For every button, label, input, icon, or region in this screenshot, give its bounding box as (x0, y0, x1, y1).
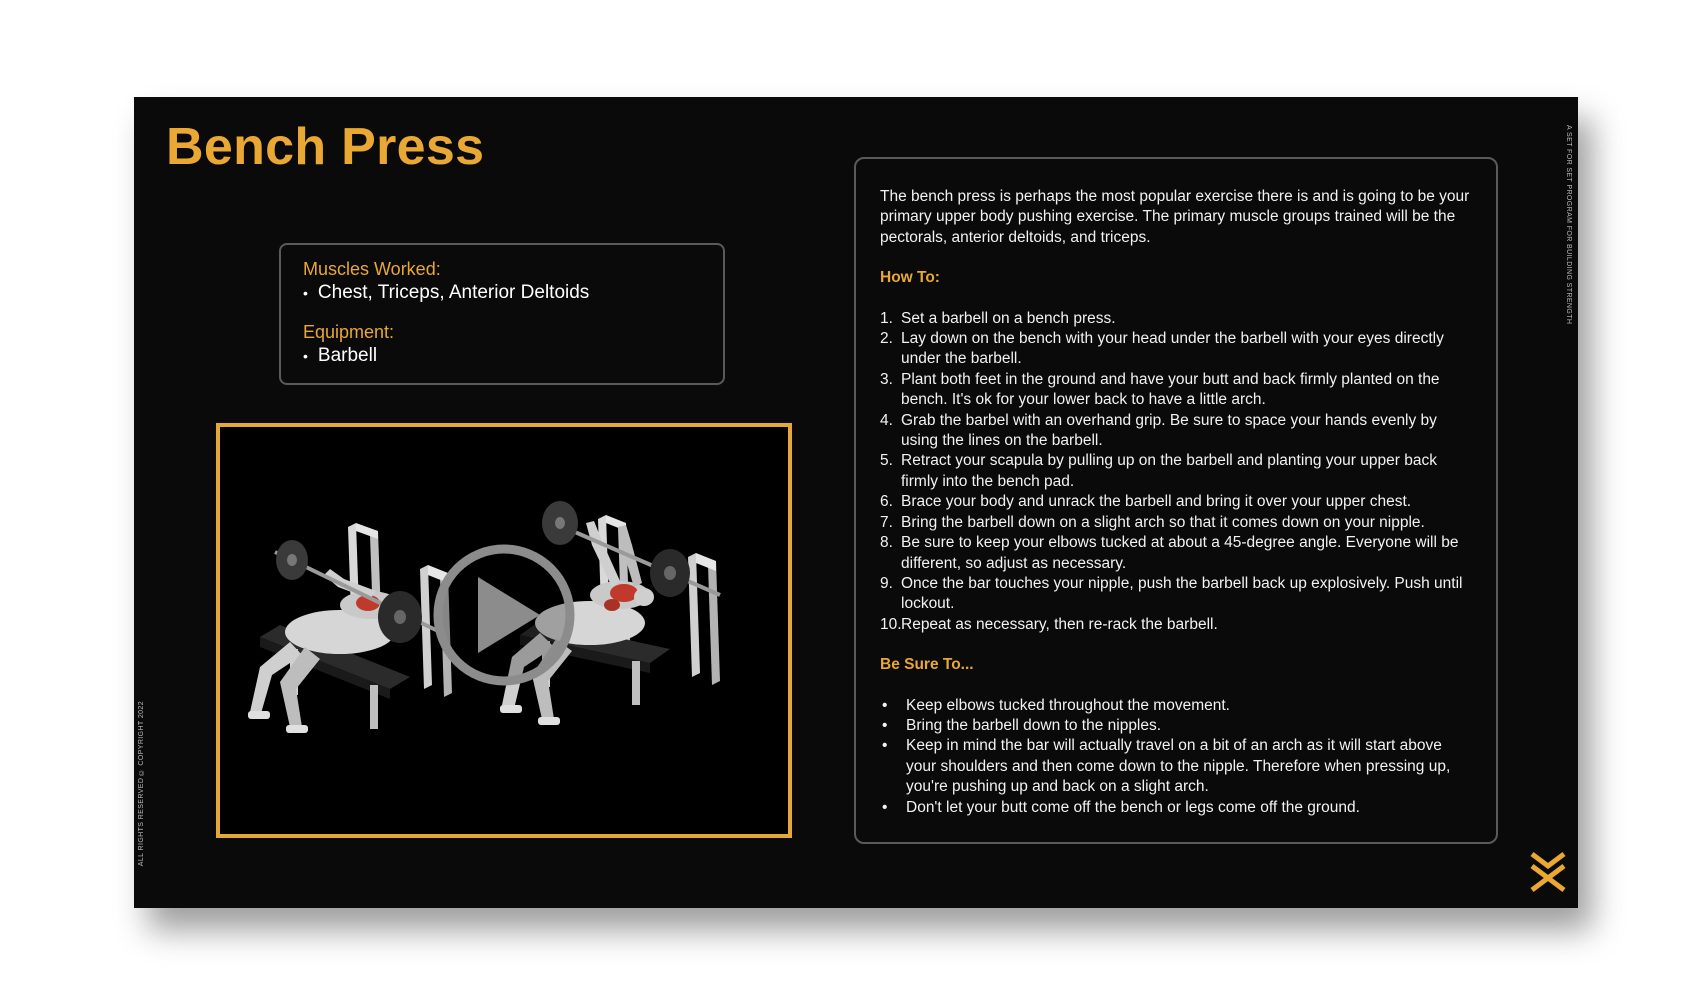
bullet-icon: • (882, 716, 888, 734)
copyright-text: ALL RIGHTS RESERVED © COPYRIGHT 2022 (138, 700, 145, 866)
muscles-list (303, 282, 701, 304)
equipment-label: Equipment: (303, 322, 395, 342)
description-panel (854, 157, 1498, 844)
list-item: 1. Set a barbell on a bench press. (880, 309, 1116, 327)
list-item: 4. Grab the barbel with an overhand grip. Be sure to space your hands evenly by using the lines on the barbell. (880, 411, 1437, 450)
brand-logo-icon (1528, 850, 1568, 894)
left-bench-figure (248, 523, 452, 733)
list-item: 2. Lay down on the bench with your head under the barbell with your eyes directly under the barbell. (880, 330, 1444, 368)
list-item: • Don't let your butt come off the bench or legs come off the ground. (880, 798, 1472, 818)
equipment-list (303, 345, 701, 367)
list-item: • Keep elbows tucked throughout the movement. (880, 696, 1472, 716)
be-sure-heading: Be Sure To... (880, 656, 974, 674)
bullet-icon: • (882, 696, 888, 714)
steps-list (880, 309, 1472, 636)
list-item: 5. Retract your scapula by pulling up on the barbell and planting your upper back firmly into the bench pad. (880, 452, 1437, 490)
tips-list (880, 696, 1472, 818)
side-caption-top: A SET FOR SET PROGRAM FOR BUILDING STRENGTH (1565, 125, 1572, 325)
play-icon[interactable] (438, 549, 570, 681)
list-item: 7. Bring the barbell down on a slight arch so that it comes down on your nipple. (880, 513, 1425, 531)
exercise-page (134, 97, 1578, 908)
video-player[interactable] (216, 423, 792, 838)
page-title: Bench Press (166, 118, 485, 176)
info-box (279, 243, 725, 385)
list-item: 3. Plant both feet in the ground and have your butt and back firmly planted on the bench. It's ok for your lower back to have a little arch. (880, 370, 1440, 409)
bench-press-illustration (220, 427, 788, 834)
bullet-icon: • (882, 737, 888, 755)
bullet-icon: • (303, 285, 308, 301)
list-item: 9. Once the bar touches your nipple, push the barbell back up explosively. Push until lockout. (880, 574, 1463, 613)
muscles-label: Muscles Worked: (303, 259, 441, 279)
intro-text: The bench press is perhaps the most popular exercise there is and is going to be your primary upper body pushing exercise. The primary muscle groups trained will be the pectorals, anterior deltoids, and triceps. (880, 188, 1470, 246)
how-to-heading: How To: (880, 269, 940, 287)
list-item: • Chest, Triceps, Anterior Deltoids (303, 282, 590, 303)
list-item: 8. Be sure to keep your elbows tucked at about a 45-degree angle. Everyone will be different, so adjust as necessary. (880, 534, 1459, 572)
list-item: • Bring the barbell down to the nipples. (880, 716, 1472, 736)
list-item: 10. Repeat as necessary, then re-rack the barbell. (880, 615, 1218, 633)
list-item: • Keep in mind the bar will actually travel on a bit of an arch as it will start above your shoulders and then come down to the nipple. Therefore when pressing up, you're pushing up and back on a slight arch. (880, 736, 1472, 797)
bullet-icon: • (882, 798, 888, 816)
list-item: • Barbell (303, 345, 378, 366)
bullet-icon: • (303, 348, 308, 364)
list-item: 6. Brace your body and unrack the barbell and bring it over your upper chest. (880, 493, 1412, 511)
